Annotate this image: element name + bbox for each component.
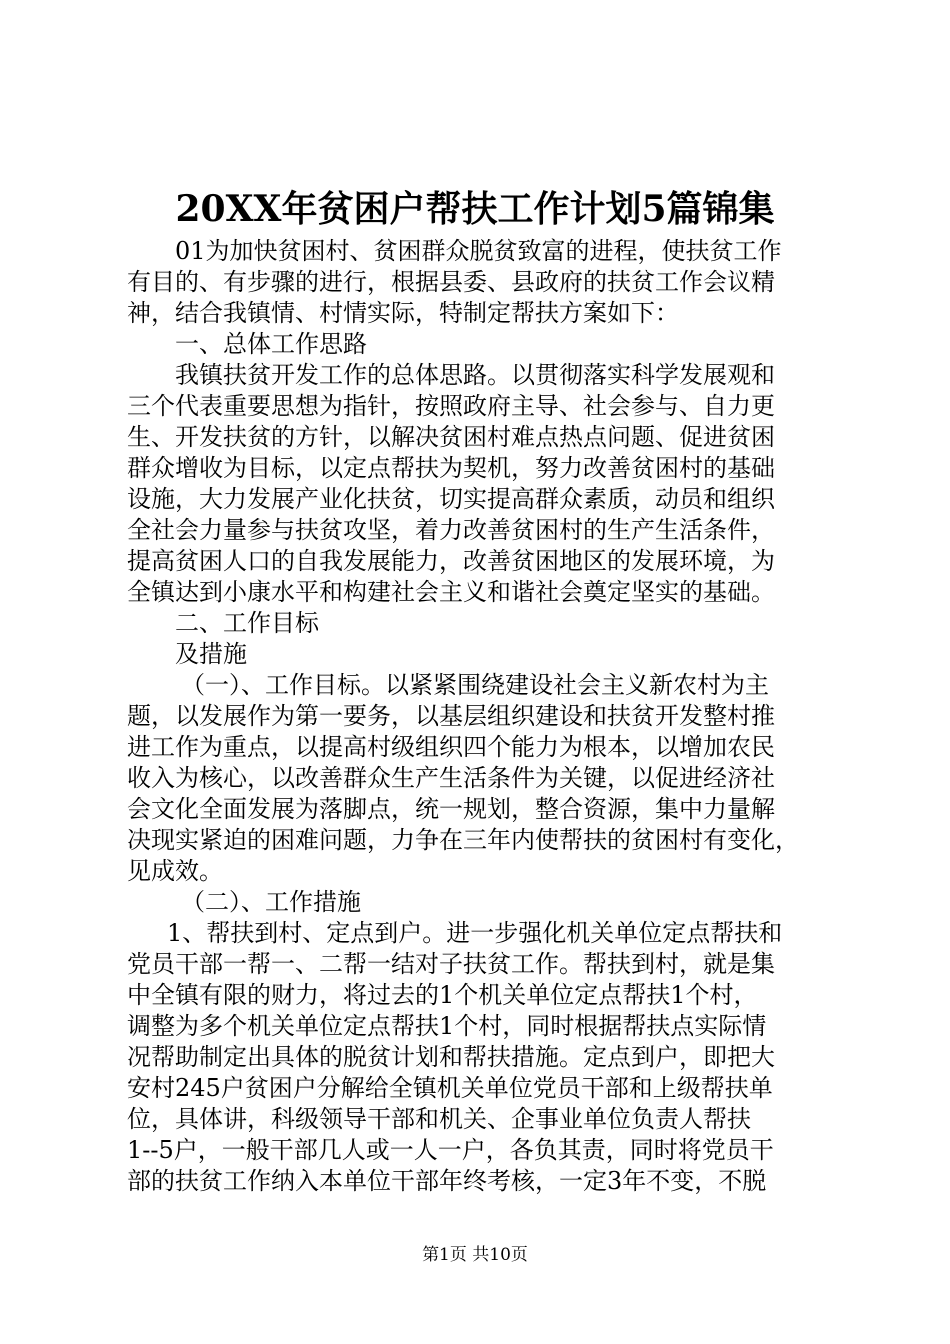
section-heading: 一、总体工作思路 — [175, 330, 367, 358]
paragraph-line: 生、开发扶贫的方针，以解决贫困村难点热点问题、促进贫困 — [127, 423, 775, 451]
paragraph-line: 全镇达到小康水平和构建社会主义和谐社会奠定坚实的基础。 — [127, 578, 775, 606]
paragraph-line: 部的扶贫工作纳入本单位干部年终考核，一定3年不变，不脱 — [127, 1167, 767, 1195]
document-body — [127, 236, 847, 1197]
page-footer: 第1页 共10页 — [422, 1245, 528, 1265]
paragraph-line: （一）、工作目标。以紧紧围绕建设社会主义新农村为主 — [181, 671, 769, 699]
paragraph-line: 决现实紧迫的困难问题，力争在三年内使帮扶的贫困村有变化， — [127, 826, 799, 854]
paragraph-line: 全社会力量参与扶贫攻坚，着力改善贫困村的生产生活条件， — [127, 516, 775, 544]
document-title: 20XX年贫困户帮扶工作计划5篇锦集 — [175, 188, 775, 230]
paragraph-line: 三个代表重要思想为指针，按照政府主导、社会参与、自力更 — [127, 392, 775, 420]
section-heading: 及措施 — [175, 640, 247, 668]
paragraph-line: 调整为多个机关单位定点帮扶1个村，同时根据帮扶点实际情 — [127, 1012, 767, 1040]
paragraph-line: 群众增收为目标，以定点帮扶为契机，努力改善贫困村的基础 — [127, 454, 775, 482]
paragraph-line: 位，具体讲，科级领导干部和机关、企事业单位负责人帮扶 — [127, 1105, 751, 1133]
paragraph-line: 我镇扶贫开发工作的总体思路。以贯彻落实科学发展观和 — [175, 361, 775, 389]
section-heading: 二、工作目标 — [175, 609, 319, 637]
paragraph-line: 安村245户贫困户分解给全镇机关单位党员干部和上级帮扶单 — [127, 1074, 773, 1102]
paragraph-line: 中全镇有限的财力，将过去的1个机关单位定点帮扶1个村， — [127, 981, 758, 1009]
paragraph-line: 题，以发展作为第一要务，以基层组织建设和扶贫开发整村推 — [127, 702, 775, 730]
paragraph-line: 进工作为重点，以提高村级组织四个能力为根本，以增加农民 — [127, 733, 775, 761]
paragraph-line: 有目的、有步骤的进行，根据县委、县政府的扶贫工作会议精 — [127, 268, 775, 296]
paragraph-line: 见成效。 — [127, 857, 223, 885]
paragraph-line: 党员干部一帮一、二帮一结对子扶贫工作。帮扶到村，就是集 — [127, 950, 775, 978]
paragraph-line: 收入为核心，以改善群众生产生活条件为关键，以促进经济社 — [127, 764, 775, 792]
paragraph-line: 况帮助制定出具体的脱贫计划和帮扶措施。定点到户，即把大 — [127, 1043, 775, 1071]
paragraph-line: 1、帮扶到村、定点到户。进一步强化机关单位定点帮扶和 — [167, 919, 783, 947]
section-heading: （二）、工作措施 — [181, 888, 361, 916]
paragraph-line: 神，结合我镇情、村情实际，特制定帮扶方案如下： — [127, 299, 679, 327]
paragraph-line: 01为加快贫困村、贫困群众脱贫致富的进程，使扶贫工作 — [175, 237, 782, 265]
paragraph-line: 1--5户，一般干部几人或一人一户，各负其责，同时将党员干 — [127, 1136, 774, 1164]
paragraph-line: 提高贫困人口的自我发展能力，改善贫困地区的发展环境，为 — [127, 547, 775, 575]
paragraph-line: 设施，大力发展产业化扶贫，切实提高群众素质，动员和组织 — [127, 485, 775, 513]
paragraph-line: 会文化全面发展为落脚点，统一规划，整合资源，集中力量解 — [127, 795, 775, 823]
